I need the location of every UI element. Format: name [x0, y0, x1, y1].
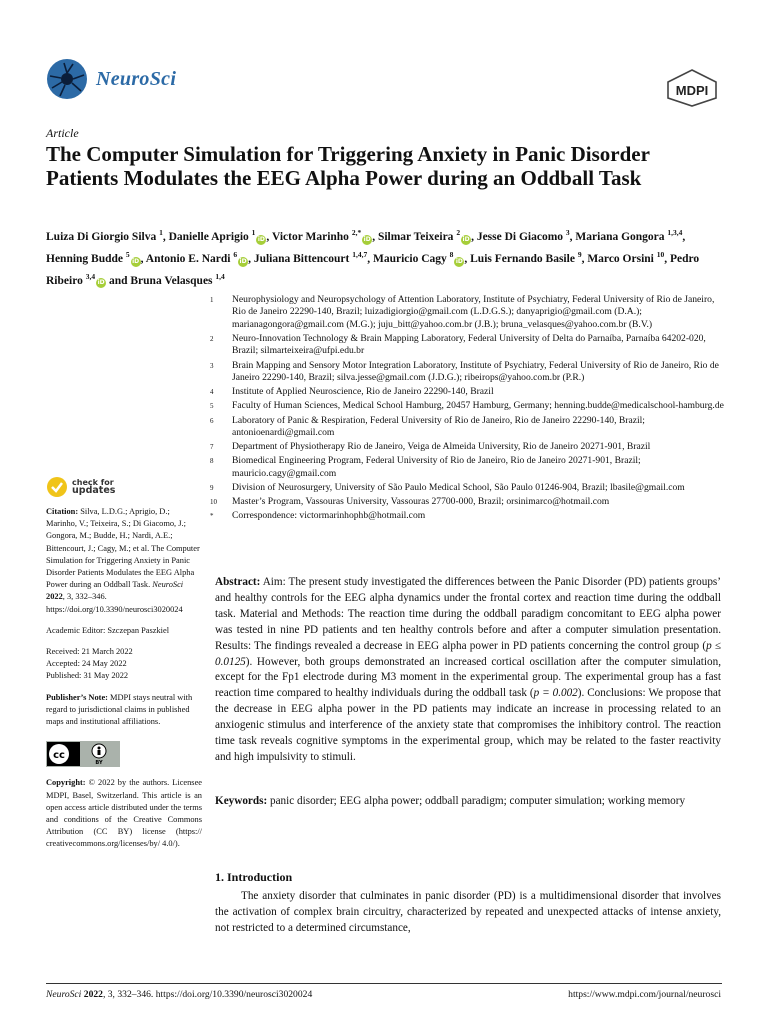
- journal-header: [46, 58, 176, 100]
- author-name[interactable]: Marco Orsini: [587, 252, 657, 265]
- article-type: Article: [46, 126, 79, 140]
- author-name[interactable]: Henning Budde: [46, 252, 126, 265]
- affiliation-number: 1: [210, 296, 214, 304]
- affiliation-text: Biomedical Engineering Program, Federal University of Rio de Janeiro, Rio de Janeiro 20271-901, Brazil; mauricio.cagy@gmail.com: [232, 455, 641, 479]
- affiliation-item: [210, 400, 726, 412]
- author-name[interactable]: Luis Fernando Basile: [470, 252, 578, 265]
- check-for-updates-button[interactable]: [46, 476, 202, 498]
- affiliation-number: 5: [210, 402, 214, 411]
- author-affiliation-sup: 9: [577, 249, 582, 259]
- svg-text:MDPI: MDPI: [675, 83, 709, 98]
- author-conjunction: and: [108, 274, 131, 287]
- affiliations: [210, 294, 726, 525]
- dates: [46, 646, 202, 683]
- accepted-date: Accepted: 24 May 2022: [46, 659, 127, 669]
- author-affiliation-sup: 1,3,4: [667, 228, 683, 237]
- orcid-icon[interactable]: iD: [257, 235, 265, 243]
- received-date: Received: 21 March 2022: [46, 647, 133, 657]
- author-affiliation-sup: 8: [449, 249, 454, 259]
- affiliation-item: [210, 386, 726, 398]
- orcid-icon[interactable]: iD: [455, 257, 463, 265]
- affiliation-item: [210, 510, 726, 522]
- check-updates-icon: [46, 476, 68, 498]
- affiliation-item: [210, 294, 726, 331]
- author-affiliation-sup: 1,4,7: [352, 249, 368, 259]
- affiliation-item: [210, 482, 726, 494]
- affiliation-text: Neuro-Innovation Technology & Brain Mapping Laboratory, Federal University of Delta do Parnaíba, Parnaíba 64202-020, Brazil; silmarteixeira@ufpi.edu.br: [232, 333, 706, 357]
- author-name[interactable]: Mauricio Cagy: [372, 252, 450, 265]
- affiliation-item: [210, 360, 726, 385]
- author-affiliation-sup: 2: [456, 228, 461, 237]
- author-name[interactable]: Danielle Aprigio: [168, 230, 252, 243]
- affiliation-text: Correspondence: victormarinhophb@hotmail.com: [232, 510, 426, 522]
- author-name[interactable]: Antonio E. Nardi: [145, 252, 234, 265]
- affiliation-number: 9: [210, 484, 214, 493]
- abstract: Abstract: Aim: The present study investigated the differences between the Panic Disorder (PD) patients groups’ and healthy controls for the EEG alpha dynamics under the frontal cortex and reaction time during the oddball task. Material and Methods: The reaction time during the oddball paradigm concomitant to EEG alpha power was tested in nine PD patients and ten healthy controls before and after a computer simulation presentation. Results: The findings revealed a decrease in EEG alpha power in PD patients concerning the control group (p ≤ 0.0125). However, both groups demonstrated an increased cortical oscillation after the computer simulation, except for the Fp1 electrode during M3 moment in the experimental group. The experimental group has a fast reaction time compared to healthy individuals during the oddball task (p = 0.002). Conclusions: We propose that the decrease in EEG alpha power in the PD patients may indicate an increase in processing related to an anxiogenic stimulus and interference of the anxiety state that compromises the inhibitory control. The reaction time task reveals cognitive symptoms in the experimental group, which may be related to the faster reactivity and high impulsivity to stimuli.: [215, 576, 722, 763]
- citation: Citation: Silva, L.D.G.; Aprigio, D.; Marinho, V.; Teixeira, S.; Di Giacomo, J.; Gongora, M.; Budde, H.; Nardi, A.E.; Bittencourt, J.; Cagy, M.; et al. The Computer Simulation for Triggering Anxiety in Panic Disorder Patients Modulates the EEG Alpha Power during an Oddball Task. NeuroSci 2022, 3, 332–346. https://doi.org/10.3390/neurosci3020024: [46, 507, 200, 614]
- author-name[interactable]: Juliana Bittencourt: [253, 252, 353, 265]
- affiliation-text: Master’s Program, Vassouras University, Vassouras 27700-000, Brazil; orsinimarco@hotmail.com: [232, 496, 610, 508]
- svg-text:cc: cc: [53, 750, 65, 762]
- author-name[interactable]: Luiza Di Giorgio Silva: [46, 230, 160, 243]
- affiliation-item: [210, 496, 726, 508]
- affiliation-number: 6: [210, 416, 214, 425]
- intro-paragraph: The anxiety disorder that culminates in panic disorder (PD) is a multidimensional disorder that involves the activation of complex brain circuitry, characterized by repeated and unexpected attacks of intense anxiety, not restricted to a determined circumstance,: [215, 890, 721, 934]
- affiliation-text: Brain Mapping and Sensory Motor Integration Laboratory, Institute of Psychiatry, Federal University of Rio de Janeiro, Rio de Janeiro 22290-140, Brazil; silva.jesse@gmail.com (J.D.G.); ribeirops@yahoo.com.br (P.R.): [232, 359, 719, 384]
- svg-text:BY: BY: [95, 760, 103, 767]
- affiliation-item: [210, 441, 726, 453]
- copyright: Copyright: © 2022 by the authors. Licensee MDPI, Basel, Switzerland. This article is an open access article distributed under the terms and conditions of the Creative Commons Attribution (CC BY) license (https:// creativecommons.org/licenses/by/ 4.0/).: [46, 778, 203, 849]
- affiliation-number: 10: [210, 498, 217, 507]
- affiliation-item: [210, 455, 726, 480]
- affiliation-number: 7: [210, 443, 214, 452]
- cc-by-license-icon[interactable]: [46, 741, 120, 767]
- neuron-logo-icon: [46, 58, 88, 100]
- affiliation-number: *: [210, 512, 214, 521]
- author-affiliation-sup: 5: [125, 249, 130, 259]
- author-list: Luiza Di Giorgio Silva $^1$, Danielle Aprigio $^1$iD, Victor Marinho $^{2,*}$iD, Silmar Teixeira $^2$iD, Jesse Di Giacomo $^3$, Mariana Gongora $^{1,3,4}$, Henning Budde $^5$iD, Antonio E. Nardi $^6$iD, Juliana Bittencourt $^{1,4,7}$, Mauricio Cagy $^8$iD, Luis Fernando Basile $^9$, Marco Orsini $^{10}$, Pedro Ribeiro $^{3,4}$iD and Bruna Velasques $^{1,4}$: [46, 228, 700, 287]
- academic-editor: Academic Editor: Szczepan Paszkiel: [46, 625, 170, 635]
- author-name[interactable]: Jesse Di Giacomo: [476, 230, 566, 243]
- published-date: Published: 31 May 2022: [46, 671, 129, 681]
- keywords: Keywords: panic disorder; EEG alpha power; oddball paradigm; computer simulation; working memory: [215, 795, 686, 807]
- affiliation-text: Faculty of Human Sciences, Medical School Hamburg, 20457 Hamburg, Germany; henning.budde@medicalschool-hamburg.de: [232, 400, 724, 412]
- author-affiliation-sup: 1,4: [215, 271, 225, 281]
- footer-citation: NeuroSci 2022, 3, 332–346. https://doi.org/10.3390/neurosci3020024: [46, 989, 313, 1000]
- check-line-1: check for: [72, 477, 114, 487]
- footer-journal-link[interactable]: https://www.mdpi.com/journal/neurosci: [568, 989, 721, 1000]
- orcid-icon[interactable]: iD: [462, 235, 470, 243]
- journal-name: NeuroSci: [96, 67, 177, 90]
- orcid-icon[interactable]: iD: [363, 235, 371, 243]
- author-name[interactable]: Bruna Velasques: [130, 274, 216, 287]
- author-affiliation-sup: 3,4: [85, 271, 96, 281]
- author-name[interactable]: Silmar Teixeira: [377, 230, 457, 243]
- author-name[interactable]: Victor Marinho: [271, 230, 352, 243]
- check-line-2: updates: [72, 485, 116, 496]
- footer-divider: [46, 983, 722, 984]
- affiliation-text: Division of Neurosurgery, University of São Paulo Medical School, São Paulo 01246-904, Brazil; lbasile@gmail.com: [232, 482, 685, 494]
- affiliation-text: Neurophysiology and Neuropsychology of Attention Laboratory, Institute of Psychiatry, Federal University of Rio de Janeiro, Rio de Janeiro 22290-140, Brazil; luizadigiorgio@gmail.com (L.D.G.S.); danyaprigio@gmail.com (D.A.); marianagongora@gmail.com (M.G.); juju_bitt@yahoo.com.br (J.B.); bruna_velasques@yahoo.com.br (B.V.): [232, 294, 715, 330]
- author-name[interactable]: Pedro Ribeiro: [46, 252, 700, 287]
- author-affiliation-sup: 2,*: [351, 228, 362, 237]
- author-affiliation-sup: 1: [251, 228, 256, 237]
- affiliation-item: [210, 333, 726, 358]
- author-affiliation-sup: 6: [233, 249, 238, 259]
- affiliation-text: Laboratory of Panic & Respiration, Federal University of Rio de Janeiro, Rio de Janeiro 22290-140, Brazil; antonioenardi@gmail.com: [232, 414, 645, 439]
- affiliation-number: 4: [210, 388, 214, 397]
- mdpi-logo-icon: [664, 68, 720, 108]
- affiliation-number: 2: [210, 335, 214, 344]
- author-name[interactable]: Mariana Gongora: [575, 230, 668, 243]
- section-heading: 1. Introduction: [215, 870, 293, 884]
- affiliation-text: Institute of Applied Neuroscience, Rio de Janeiro 22290-140, Brazil: [232, 386, 494, 398]
- affiliation-number: 8: [210, 457, 214, 466]
- sidebar: [46, 476, 202, 860]
- author-affiliation-sup: 1: [159, 228, 163, 237]
- author-affiliation-sup: 10: [656, 249, 665, 259]
- publisher-note: Publisher’s Note: MDPI stays neutral with regard to jurisdictional claims in published maps and institutional affiliations.: [46, 692, 193, 727]
- affiliation-item: [210, 415, 726, 440]
- affiliation-number: 3: [210, 361, 214, 370]
- author-affiliation-sup: 3: [565, 228, 570, 237]
- orcid-icon[interactable]: iD: [239, 257, 247, 265]
- orcid-icon[interactable]: iD: [97, 279, 105, 287]
- affiliation-text: Department of Physiotherapy Rio de Janeiro, Veiga de Almeida University, Rio de Janeiro 20271-901, Brazil: [232, 441, 651, 453]
- article-title: The Computer Simulation for Triggering Anxiety in Panic Disorder Patients Modulates the EEG Alpha Power during an Oddball Task: [46, 142, 650, 190]
- orcid-icon[interactable]: iD: [132, 257, 140, 265]
